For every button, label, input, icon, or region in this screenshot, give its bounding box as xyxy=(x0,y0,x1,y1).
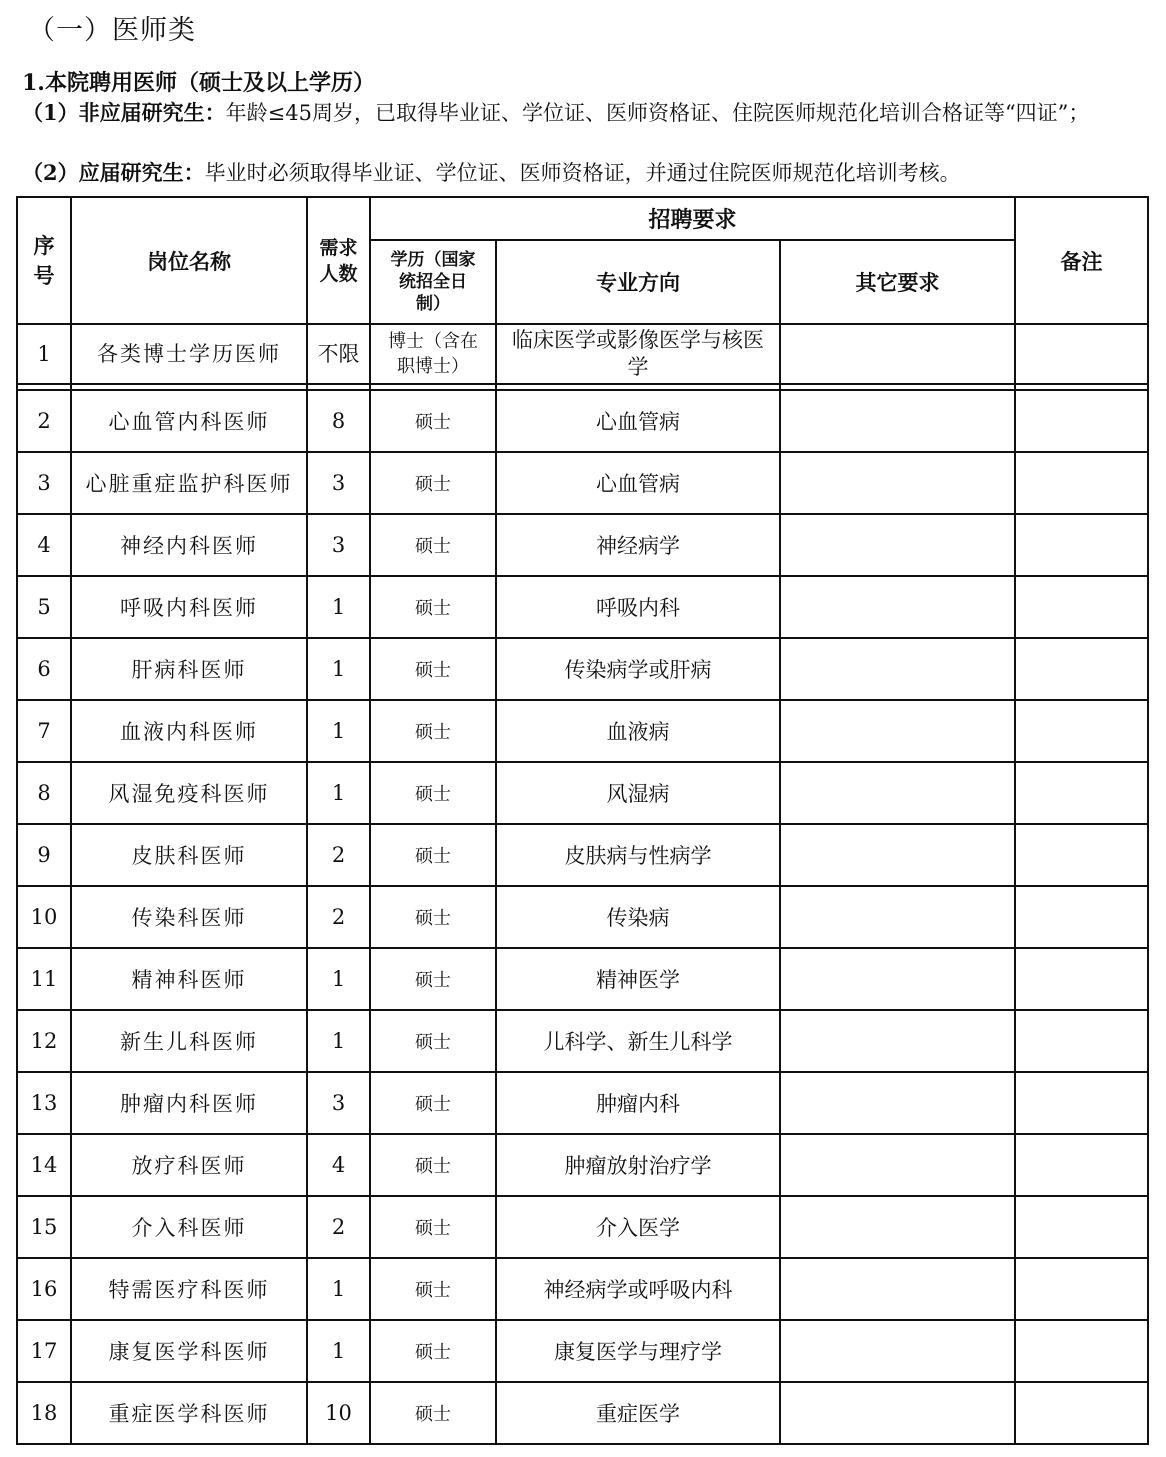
cell-remark xyxy=(1015,762,1148,824)
cell-seq: 6 xyxy=(17,638,71,700)
table-row xyxy=(17,762,1148,824)
cell-other xyxy=(780,1010,1015,1072)
note-fresh-graduate xyxy=(22,158,1152,188)
cell-seq: 10 xyxy=(17,886,71,948)
cell-major xyxy=(496,324,780,384)
table-row xyxy=(17,824,1148,886)
cell-seq: 1 xyxy=(17,324,71,384)
cell-other xyxy=(780,1134,1015,1196)
cell-position: 皮肤科医师 xyxy=(71,824,307,886)
cell-major: 传染病学或肝病 xyxy=(496,638,780,700)
header-remark: 备注 xyxy=(1015,197,1148,324)
cell-position: 各类博士学历医师 xyxy=(71,324,307,384)
cell-other xyxy=(780,700,1015,762)
cell-other xyxy=(780,576,1015,638)
cell-education: 硕士 xyxy=(370,1258,496,1320)
note-label: （1）非应届研究生： xyxy=(22,100,226,125)
cell-major: 精神医学 xyxy=(496,948,780,1010)
cell-remark xyxy=(1015,1072,1148,1134)
cell-count: 1 xyxy=(307,576,370,638)
cell-remark xyxy=(1015,948,1148,1010)
cell-seq: 7 xyxy=(17,700,71,762)
cell-seq: 11 xyxy=(17,948,71,1010)
sub-title: 1.本院聘用医师（硕士及以上学历） xyxy=(22,70,375,96)
cell-position: 肝病科医师 xyxy=(71,638,307,700)
note-non-fresh-graduate xyxy=(22,98,1152,128)
cell-position: 传染科医师 xyxy=(71,886,307,948)
header-count xyxy=(307,197,370,324)
cell-seq: 15 xyxy=(17,1196,71,1258)
section-title: （一）医师类 xyxy=(28,15,196,46)
cell-remark xyxy=(1015,1196,1148,1258)
table-row xyxy=(17,638,1148,700)
cell-major: 神经病学或呼吸内科 xyxy=(496,1258,780,1320)
cell-remark xyxy=(1015,1320,1148,1382)
cell-other xyxy=(780,948,1015,1010)
cell-education: 硕士 xyxy=(370,762,496,824)
table-row xyxy=(17,576,1148,638)
cell-education: 硕士 xyxy=(370,1010,496,1072)
cell-education: 硕士 xyxy=(370,824,496,886)
cell-major: 皮肤病与性病学 xyxy=(496,824,780,886)
cell-count: 1 xyxy=(307,1010,370,1072)
cell-education: 硕士 xyxy=(370,638,496,700)
cell-major: 康复医学与理疗学 xyxy=(496,1320,780,1382)
cell-other xyxy=(780,762,1015,824)
table-row xyxy=(17,1072,1148,1134)
cell-education: 硕士 xyxy=(370,1196,496,1258)
note-label: （2）应届研究生： xyxy=(22,160,205,185)
cell-seq: 14 xyxy=(17,1134,71,1196)
table-row xyxy=(17,390,1148,452)
header-seq-text: 序号 xyxy=(33,232,55,288)
table-body xyxy=(17,324,1148,1444)
cell-major: 神经病学 xyxy=(496,514,780,576)
cell-remark xyxy=(1015,700,1148,762)
cell-seq: 18 xyxy=(17,1382,71,1444)
cell-seq: 2 xyxy=(17,390,71,452)
cell-education xyxy=(370,324,496,384)
cell-other xyxy=(780,452,1015,514)
cell-other xyxy=(780,1072,1015,1134)
cell-remark xyxy=(1015,886,1148,948)
cell-education: 硕士 xyxy=(370,1134,496,1196)
cell-position: 介入科医师 xyxy=(71,1196,307,1258)
table-row xyxy=(17,324,1148,384)
cell-education: 硕士 xyxy=(370,1382,496,1444)
cell-education-text: 博士（含在职博士） xyxy=(388,331,478,377)
cell-seq: 4 xyxy=(17,514,71,576)
cell-other xyxy=(780,886,1015,948)
cell-position: 心脏重症监护科医师 xyxy=(71,452,307,514)
cell-count: 不限 xyxy=(307,324,370,384)
cell-other xyxy=(780,324,1015,384)
cell-major: 肿瘤内科 xyxy=(496,1072,780,1134)
cell-major: 传染病 xyxy=(496,886,780,948)
cell-position: 特需医疗科医师 xyxy=(71,1258,307,1320)
cell-count: 3 xyxy=(307,1072,370,1134)
cell-major: 儿科学、新生儿科学 xyxy=(496,1010,780,1072)
cell-remark xyxy=(1015,390,1148,452)
cell-position: 血液内科医师 xyxy=(71,700,307,762)
cell-major: 介入医学 xyxy=(496,1196,780,1258)
table-row xyxy=(17,1320,1148,1382)
cell-count: 3 xyxy=(307,514,370,576)
header-education xyxy=(370,240,496,324)
cell-major: 心血管病 xyxy=(496,452,780,514)
cell-seq: 3 xyxy=(17,452,71,514)
cell-remark xyxy=(1015,1382,1148,1444)
cell-major: 肿瘤放射治疗学 xyxy=(496,1134,780,1196)
cell-count: 3 xyxy=(307,452,370,514)
cell-other xyxy=(780,514,1015,576)
cell-education: 硕士 xyxy=(370,700,496,762)
cell-position: 康复医学科医师 xyxy=(71,1320,307,1382)
header-seq xyxy=(17,197,71,324)
table-row xyxy=(17,452,1148,514)
cell-remark xyxy=(1015,576,1148,638)
cell-remark xyxy=(1015,1010,1148,1072)
cell-other xyxy=(780,638,1015,700)
cell-other xyxy=(780,1382,1015,1444)
cell-remark xyxy=(1015,1258,1148,1320)
header-education-text: 学历（国家统招全日制） xyxy=(390,250,476,314)
cell-remark xyxy=(1015,324,1148,384)
cell-education: 硕士 xyxy=(370,576,496,638)
table-row xyxy=(17,1196,1148,1258)
cell-count: 2 xyxy=(307,1196,370,1258)
cell-count: 8 xyxy=(307,390,370,452)
header-position: 岗位名称 xyxy=(71,197,307,324)
table-row xyxy=(17,1134,1148,1196)
cell-seq: 12 xyxy=(17,1010,71,1072)
cell-major: 血液病 xyxy=(496,700,780,762)
table-row xyxy=(17,700,1148,762)
cell-major: 心血管病 xyxy=(496,390,780,452)
cell-count: 1 xyxy=(307,1258,370,1320)
cell-position: 精神科医师 xyxy=(71,948,307,1010)
table-row xyxy=(17,1382,1148,1444)
table-row xyxy=(17,514,1148,576)
cell-seq: 9 xyxy=(17,824,71,886)
cell-remark xyxy=(1015,1134,1148,1196)
cell-remark xyxy=(1015,824,1148,886)
cell-seq: 13 xyxy=(17,1072,71,1134)
cell-count: 4 xyxy=(307,1134,370,1196)
cell-count: 1 xyxy=(307,762,370,824)
cell-seq: 17 xyxy=(17,1320,71,1382)
cell-other xyxy=(780,1196,1015,1258)
cell-other xyxy=(780,1258,1015,1320)
header-other: 其它要求 xyxy=(780,240,1015,324)
table-row xyxy=(17,1010,1148,1072)
cell-seq: 16 xyxy=(17,1258,71,1320)
cell-education: 硕士 xyxy=(370,390,496,452)
header-requirements: 招聘要求 xyxy=(370,197,1015,240)
recruitment-table xyxy=(16,196,1149,1445)
header-major: 专业方向 xyxy=(496,240,780,324)
cell-remark xyxy=(1015,514,1148,576)
cell-count: 1 xyxy=(307,948,370,1010)
cell-count: 1 xyxy=(307,700,370,762)
cell-major: 风湿病 xyxy=(496,762,780,824)
cell-count: 2 xyxy=(307,886,370,948)
cell-other xyxy=(780,824,1015,886)
cell-other xyxy=(780,1320,1015,1382)
cell-education: 硕士 xyxy=(370,514,496,576)
table-row xyxy=(17,886,1148,948)
cell-position: 风湿免疫科医师 xyxy=(71,762,307,824)
cell-count: 1 xyxy=(307,1320,370,1382)
cell-education: 硕士 xyxy=(370,948,496,1010)
cell-position: 心血管内科医师 xyxy=(71,390,307,452)
cell-major-text: 临床医学或影像医学与核医学 xyxy=(512,328,764,379)
cell-education: 硕士 xyxy=(370,1072,496,1134)
cell-seq: 8 xyxy=(17,762,71,824)
cell-remark xyxy=(1015,638,1148,700)
cell-education: 硕士 xyxy=(370,452,496,514)
cell-position: 肿瘤内科医师 xyxy=(71,1072,307,1134)
cell-position: 神经内科医师 xyxy=(71,514,307,576)
cell-other xyxy=(780,390,1015,452)
cell-position: 放疗科医师 xyxy=(71,1134,307,1196)
note-text: 毕业时必须取得毕业证、学位证、医师资格证，并通过住院医师规范化培训考核。 xyxy=(204,161,961,185)
table-row xyxy=(17,948,1148,1010)
cell-major: 呼吸内科 xyxy=(496,576,780,638)
cell-position: 重症医学科医师 xyxy=(71,1382,307,1444)
cell-education: 硕士 xyxy=(370,1320,496,1382)
table-row xyxy=(17,1258,1148,1320)
cell-remark xyxy=(1015,452,1148,514)
cell-seq: 5 xyxy=(17,576,71,638)
cell-major: 重症医学 xyxy=(496,1382,780,1444)
note-text: 年龄≤45周岁，已取得毕业证、学位证、医师资格证、住院医师规范化培训合格证等“四证”； xyxy=(225,101,1090,125)
cell-count: 1 xyxy=(307,638,370,700)
cell-position: 新生儿科医师 xyxy=(71,1010,307,1072)
cell-position: 呼吸内科医师 xyxy=(71,576,307,638)
header-count-text: 需求人数 xyxy=(319,236,358,285)
cell-count: 2 xyxy=(307,824,370,886)
cell-education: 硕士 xyxy=(370,886,496,948)
cell-count: 10 xyxy=(307,1382,370,1444)
